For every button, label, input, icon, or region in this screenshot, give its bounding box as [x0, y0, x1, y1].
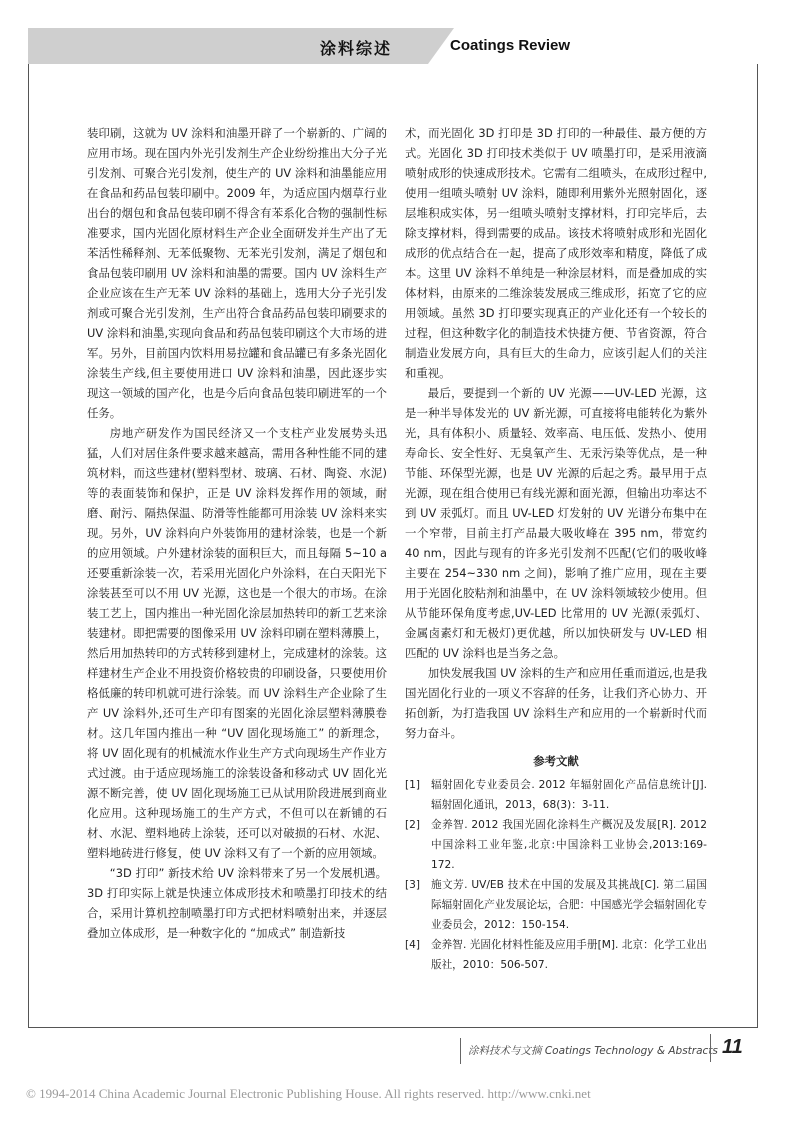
reference-item	[405, 875, 707, 935]
reference-item	[405, 815, 707, 875]
left-column	[87, 123, 387, 943]
reference-text: 施文芳. UV/EB 技术在中国的发展及其挑战[C]. 第二届国际辐射固化产业发展论坛，合肥：中国感光学会辐射固化专业委员会，2012：150-154.	[431, 879, 707, 931]
section-header	[28, 28, 758, 64]
reference-number: [3]	[405, 879, 421, 891]
footer-divider-left	[460, 1038, 461, 1064]
page-number: 11	[722, 1036, 743, 1058]
reference-item	[405, 775, 707, 815]
paragraph: “3D 打印” 新技术给 UV 涂料带来了另一个发展机遇。3D 打印实际上就是快速立体成形技术和喷墨打印技术的结合，采用计算机控制喷墨打印方式把材料喷射出来，并逐层叠加立体成形，是一种数字化的 “加成式” 制造新技	[87, 866, 387, 940]
reference-item	[405, 935, 707, 975]
paragraph: 房地产研发作为国民经济又一个支柱产业发展势头迅猛，人们对居住条件要求越来越高，需用各种性能不同的建筑材料，而这些建材(塑料型材、玻璃、石材、陶瓷、水泥)等的表面装饰和保护，正是 UV 涂料发挥作用的领域，耐磨、耐污、隔热保温、防滑等性能都可用涂装 UV 涂料来实现。另外，UV 涂料向户外装饰用的建材涂装，也是一个新的应用领域。户外建材涂装的面积巨大，而且每隔 5~10 a 还要重新涂装一次，若采用光固化户外涂料，在白天阳光下涂装甚至可以不用 UV 光源，这也是一个很大的市场。在涂装工艺上，国内推出一种光固化涂层加热转印的新工艺来涂装建材。即把需要的图像采用 UV 涂料印刷在塑料薄膜上，然后用加热转印的方式转移到建材上，完成建材的涂装。这样建材生产企业不用投资价格较贵的印刷设备，只要使用价格低廉的转印机就可进行涂装。而 UV 涂料生产企业除了生产 UV 涂料外,还可生产印有图案的光固化涂层塑料薄膜卷材。这几年国内推出一种 “UV 固化现场施工” 的新理念，将 UV 固化现有的机械流水作业生产方式向现场生产作业方式过渡。由于适应现场施工的涂装设备和移动式 UV 固化光源不断完善，使 UV 固化现场施工已从试用阶段进展到商业化应用。这种现场施工的生产方式，不但可以在新铺的石材、水泥、塑料地砖上涂装，还可以对破损的石材、水泥、塑料地砖进行修复，使 UV 涂料又有了一个新的应用领域。	[87, 426, 387, 860]
footer-divider-right	[710, 1034, 711, 1062]
reference-text: 金养智. 光固化材料性能及应用手册[M]. 北京：化学工业出版社，2010：506-507.	[431, 939, 707, 971]
reference-number: [1]	[405, 779, 421, 791]
paragraph: 术，而光固化 3D 打印是 3D 打印的一种最佳、最方便的方式。光固化 3D 打印技术类似于 UV 喷墨打印，是采用液滴喷射成形的快速成形技术。它需有二组喷头，在成形过程中,使用一组喷头喷射 UV 涂料，随即利用紫外光照射固化，逐层堆积成实体，另一组喷头喷射支撑材料，打印完毕后，去除支撑材料，得到需要的成品。该技术将喷射成形和光固化成形的优点结合在一起，提高了成形效率和精度，降低了成本。这里 UV 涂料不单纯是一种涂层材料，而是叠加成的实体材料，由原来的二维涂装发展成三维成形，拓宽了它的应用领域。虽然 3D 打印要实现真正的产业化还有一个较长的过程，但这种数字化的制造技术快捷方便、节省资源，符合制造业发展方向，具有巨大的生命力，应该引起人们的关注和重视。	[405, 126, 707, 380]
reference-number: [2]	[405, 819, 421, 831]
reference-text: 金养智. 2012 我国光固化涂料生产概况及发展[R]. 2012 中国涂料工业年鉴,北京:中国涂料工业协会,2013:169-172.	[431, 819, 707, 871]
paragraph: 装印刷，这就为 UV 涂料和油墨开辟了一个崭新的、广阔的应用市场。现在国内外光引发剂生产企业纷纷推出大分子光引发剂、可聚合光引发剂，使生产的 UV 涂料和油墨能应用在食品和药品包装印刷中。2009 年，为适应国内烟草行业出台的烟包和食品包装印刷不得含有苯系化合物的强制性标准要求，国内光固化原材料生产企业全面研发并生产出了无苯活性稀释剂、无苯低聚物、无苯光引发剂，满足了烟包和食品包装印刷用 UV 涂料和油墨的需要。国内 UV 涂料生产企业应该在生产无苯 UV 涂料的基础上，选用大分子光引发剂或可聚合光引发剂，生产出符合食品药品包装印刷要求的 UV 涂料和油墨,实现向食品和药品包装印刷这个大市场的进军。另外，目前国内饮料用易拉罐和食品罐已有多条光固化涂装生产线,但主要使用进口 UV 涂料和油墨，因此逐步实现这一领域的国产化，也是今后向食品包装印刷进军的一个任务。	[87, 126, 387, 420]
reference-text: 辐射固化专业委员会. 2012 年辐射固化产品信息统计[J]. 辐射固化通讯，2013，68(3)：3-11.	[431, 779, 707, 811]
reference-number: [4]	[405, 939, 421, 951]
references-title: 参考文献	[533, 754, 579, 768]
paragraph: 加快发展我国 UV 涂料的生产和应用任重而道远,也是我国光固化行业的一项义不容辞的任务，让我们齐心协力、开拓创新，为打造我国 UV 涂料生产和应用的一个崭新时代而努力奋斗。	[405, 666, 707, 740]
section-title-cn: 涂料综述	[320, 39, 393, 58]
right-column	[405, 123, 707, 975]
section-title-en: Coatings Review	[450, 37, 571, 54]
paragraph: 最后，要提到一个新的 UV 光源——UV-LED 光源，这是一种半导体发光的 UV 新光源，可直接将电能转化为紫外光，具有体积小、质量轻、效率高、电压低、发热小、使用寿命长、安全性好、无臭氧产生、无汞污染等优点，是一种节能、环保型光源，也是 UV 光源的后起之秀。最早用于点光源，现在组合使用已有线光源和面光源，但输出功率达不到 UV 汞弧灯。而且 UV-LED 灯发射的 UV 光谱分布集中在一个窄带，目前主打产品最大吸收峰在 395 nm，带宽约 40 nm，因此与现有的许多光引发剂不匹配(它们的吸收峰主要在 254~330 nm 之间)，影响了推广应用，现在主要用于光固化胶粘剂和油墨中，在 UV 涂料领域较少使用。但从节能环保角度考虑,UV-LED 比常用的 UV 光源(汞弧灯、金属卤素灯和无极灯)更优越，所以加快研发与 UV-LED 相匹配的 UV 涂料也是当务之急。	[405, 386, 707, 660]
footer-journal-name: 涂料技术与文摘 Coatings Technology & Abstracts	[468, 1045, 718, 1057]
copyright-notice: © 1994-2014 China Academic Journal Electronic Publishing House. All rights reserved. http://www.cnki.net	[26, 1086, 591, 1101]
